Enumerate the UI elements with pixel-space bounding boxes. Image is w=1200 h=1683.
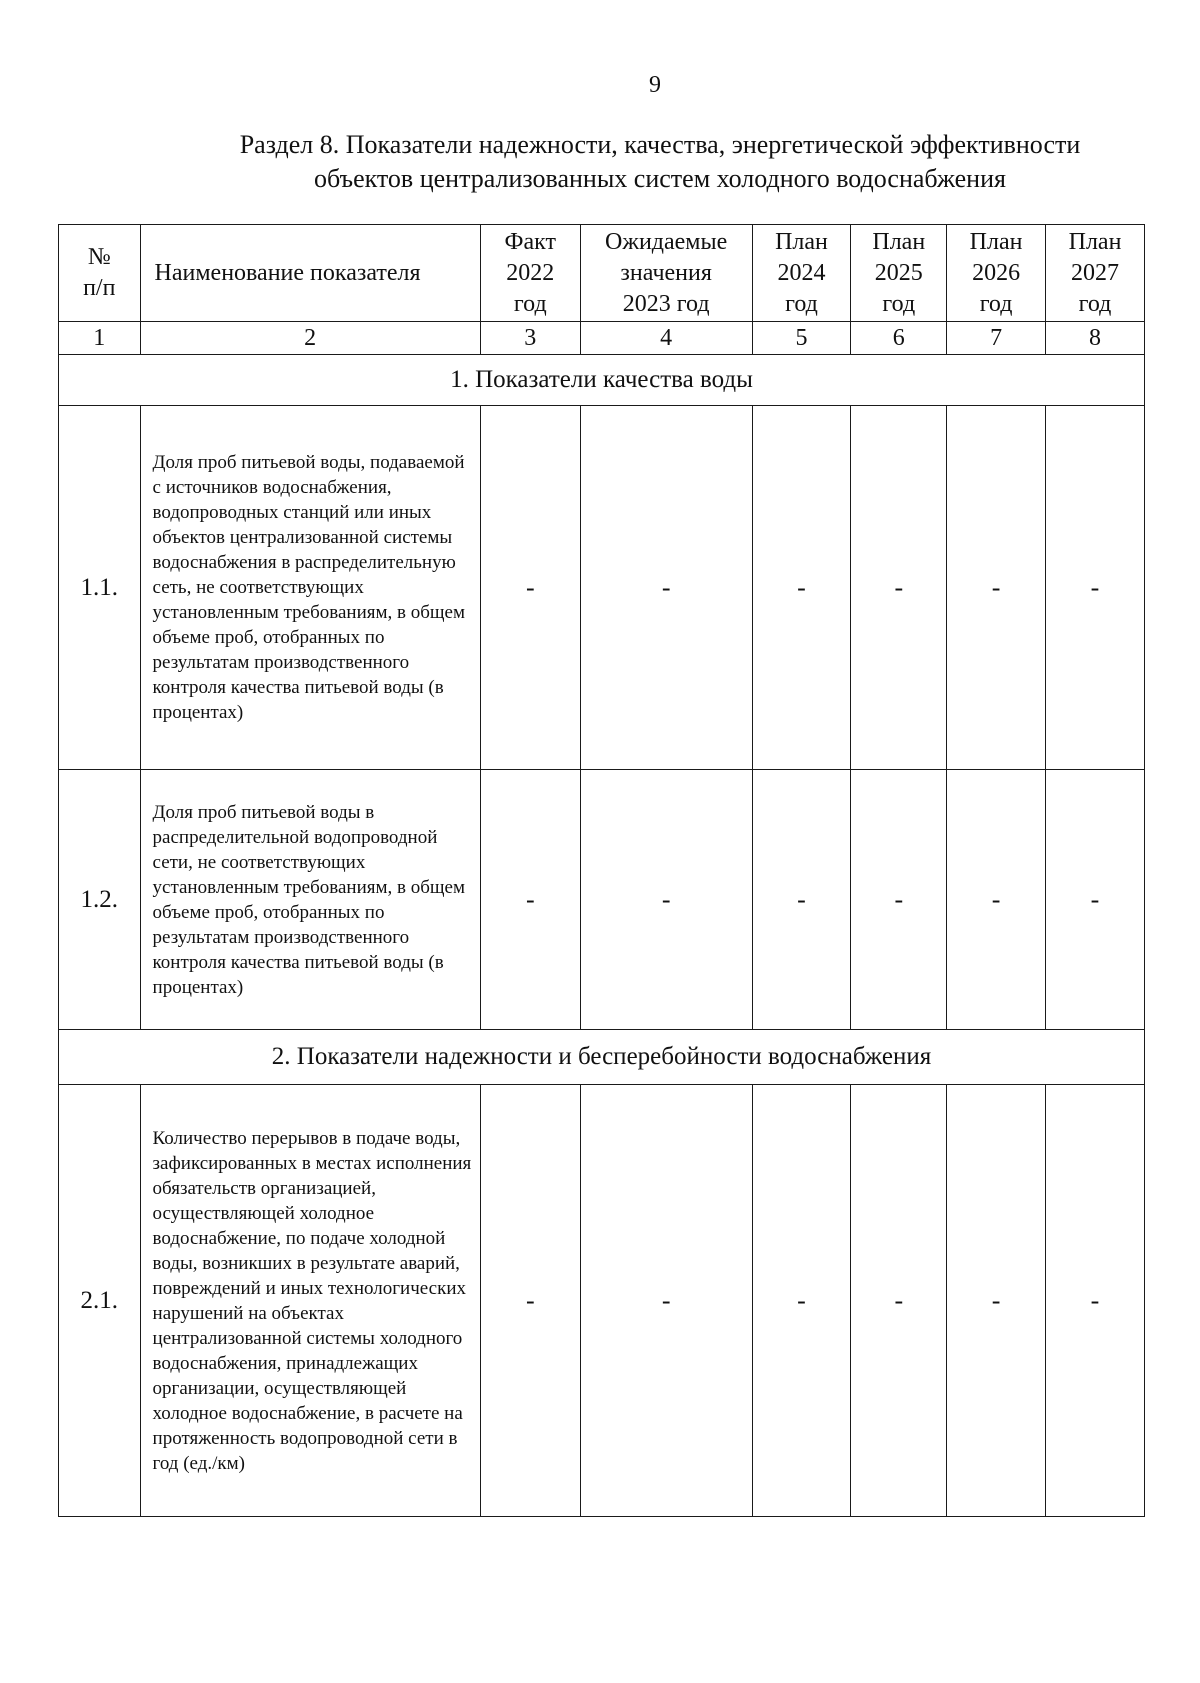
header-plan-2025: План 2025 год [851,225,947,322]
column-number: 8 [1046,322,1145,355]
section-row-reliability [59,1030,1145,1085]
indicators-table [58,224,1145,1517]
header-fact-2022: Факт 2022 год [480,225,580,322]
row-number: 1.2. [59,770,141,1030]
heading-line-2: объектов централизованных систем холодного водоснабжения [314,164,1006,193]
column-number: 7 [947,322,1046,355]
value-plan-2025: - [851,1085,947,1517]
table-row [59,406,1145,770]
column-number: 2 [140,322,480,355]
table-row [59,770,1145,1030]
value-plan-2024: - [752,1085,851,1517]
column-number: 6 [851,322,947,355]
value-plan-2025: - [851,406,947,770]
column-numbers-row [59,322,1145,355]
indicator-name: Доля проб питьевой воды в распределительной водопроводной сети, не соответствующих установленным требованиям, в общем объеме проб, отобранных по результатам производственного контроля качества питьевой воды (в процентах) [140,770,480,1030]
page-number: 9 [649,72,661,98]
header-plan-2027: План 2027 год [1046,225,1145,322]
table-header-row [59,225,1145,322]
section-row-water-quality [59,355,1145,406]
value-plan-2026: - [947,1085,1046,1517]
heading-line-1: Раздел 8. Показатели надежности, качества, энергетической эффективности [239,130,1081,159]
value-expected-2023: - [580,770,752,1030]
value-fact-2022: - [480,406,580,770]
header-expected-2023: Ожидаемые значения 2023 год [580,225,752,322]
column-number: 5 [752,322,851,355]
header-indicator-name: Наименование показателя [140,225,480,322]
header-plan-2026: План 2026 год [947,225,1046,322]
value-fact-2022: - [480,1085,580,1517]
section-title: 2. Показатели надежности и бесперебойности водоснабжения [59,1030,1145,1085]
header-plan-2024: План 2024 год [752,225,851,322]
header-num: № п/п [59,225,141,322]
row-number: 1.1. [59,406,141,770]
row-number: 2.1. [59,1085,141,1517]
value-fact-2022: - [480,770,580,1030]
column-number: 1 [59,322,141,355]
value-plan-2027: - [1046,770,1145,1030]
value-expected-2023: - [580,1085,752,1517]
value-expected-2023: - [580,406,752,770]
value-plan-2024: - [752,770,851,1030]
column-number: 3 [480,322,580,355]
indicator-name: Доля проб питьевой воды, подаваемой с источников водоснабжения, водопроводных станций или иных объектов централизованной системы водоснабжения в распределительную сеть, не соответствующих установленным требованиям, в общем объеме проб, отобранных по результатам производственного контроля качества питьевой воды (в процентах) [140,406,480,770]
value-plan-2027: - [1046,1085,1145,1517]
value-plan-2027: - [1046,406,1145,770]
value-plan-2024: - [752,406,851,770]
indicator-name: Количество перерывов в подаче воды, зафиксированных в местах исполнения обязательств организацией, осуществляющей холодное водоснабжение, по подаче холодной воды, возникших в результате аварий, повреждений и иных технологических нарушений на объектах централизованной системы холодного водоснабжения, принадлежащих организации, осуществляющей холодное водоснабжение, в расчете на протяженность водопроводной сети в год (ед./км) [140,1085,480,1517]
value-plan-2026: - [947,406,1046,770]
section-heading [180,128,1140,196]
value-plan-2025: - [851,770,947,1030]
column-number: 4 [580,322,752,355]
value-plan-2026: - [947,770,1046,1030]
section-title: 1. Показатели качества воды [59,355,1145,406]
table-row [59,1085,1145,1517]
